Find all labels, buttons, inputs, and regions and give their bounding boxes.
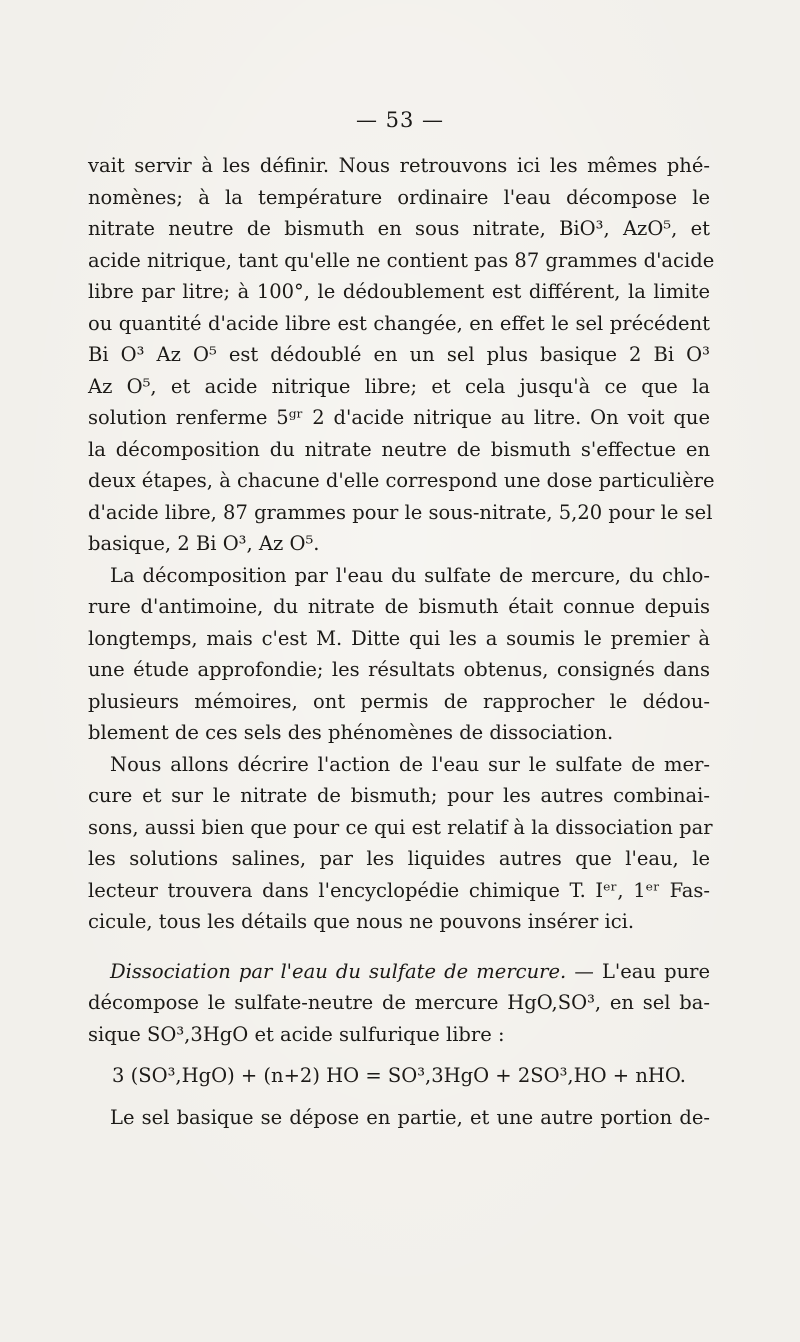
section-first-line-rest: L'eau pure [601, 959, 710, 983]
text-line: la décomposition du nitrate neutre de bismuth s'effectue en [88, 437, 710, 461]
text-line: sons, aussi bien que pour ce qui est relatif à la dissociation par [88, 815, 713, 839]
text-line: lecteur trouvera dans l'encyclopédie chimique T. Iᵉʳ, 1ᵉʳ Fas- [88, 878, 710, 902]
text-line: libre par litre; à 100°, le dédoublement est différent, la limite [88, 280, 710, 303]
text-line: acide nitrique, tant qu'elle ne contient pas 87 grammes d'acide [88, 248, 715, 272]
text-line: Bi O³ Az O⁵ est dédoublé en un sel plus basique 2 Bi O³ [88, 343, 710, 366]
text-line: nomènes; à la température ordinaire l'eau décompose le [88, 185, 710, 209]
text-line: cure et sur le nitrate de bismuth; pour les autres combinai- [88, 784, 710, 807]
paragraph-1 [88, 150, 715, 560]
text-line: Nous allons décrire l'action de l'eau sur le sulfate de mer- [110, 752, 710, 776]
section-heading: Dissociation par l'eau du sulfate de mercure. [110, 959, 567, 983]
text-line: nitrate neutre de bismuth en sous nitrate, BiO³, AzO⁵, et [88, 217, 710, 240]
text-line: d'acide libre, 87 grammes pour le sous-nitrate, 5,20 pour le sel [88, 500, 713, 524]
body-text [88, 150, 715, 1133]
section-spacer [88, 938, 710, 956]
text-line: rure d'antimoine, du nitrate de bismuth était connue depuis [88, 595, 710, 618]
text-line: les solutions salines, par les liquides autres que l'eau, le [88, 847, 710, 870]
text-line-final: Le sel basique se dépose en partie, et une autre portion de- [110, 1105, 710, 1129]
text-line: ou quantité d'acide libre est changée, en effet le sel précédent [88, 311, 710, 335]
paragraph-3 [88, 749, 713, 938]
text-line: sique SO³,3HgO et acide sulfurique libre : [88, 1022, 505, 1046]
text-line: basique, 2 Bi O³, Az O⁵. [88, 532, 320, 555]
section-dissociation [88, 956, 710, 1051]
heading-dash: — [566, 959, 602, 983]
text-line: longtemps, mais c'est M. Ditte qui les a soumis le premier à [88, 626, 710, 650]
text-line: cicule, tous les détails que nous ne pouvons insérer ici. [88, 910, 635, 933]
text-line: deux étapes, à chacune d'elle correspond une dose particulière [88, 469, 715, 492]
text-line: une étude approfondie; les résultats obtenus, consignés dans [88, 658, 710, 681]
text-line: plusieurs mémoires, ont permis de rapprocher le dédou- [88, 689, 710, 713]
paragraph-2 [88, 560, 710, 749]
text-line: Az O⁵, et acide nitrique libre; et cela jusqu'à ce que la [88, 374, 710, 398]
page-number: — 53 — [355, 108, 445, 132]
text-line: blement de ces sels des phénomènes de dissociation. [88, 721, 614, 744]
text-line: solution renferme 5ᵍʳ 2 d'acide nitrique au litre. On voit que [88, 406, 710, 429]
chemical-equation: 3 (SO³,HgO) + (n+2) HO = SO³,3HgO + 2SO³,HO + nHO. [112, 1064, 686, 1087]
text-line: La décomposition par l'eau du sulfate de mercure, du chlo- [110, 563, 710, 587]
text-line: vait servir à les définir. Nous retrouvons ici les mêmes phé- [88, 154, 710, 177]
section-first-line [88, 956, 710, 988]
text-line: décompose le sulfate-neutre de mercure HgO,SO³, en sel ba- [88, 991, 710, 1014]
